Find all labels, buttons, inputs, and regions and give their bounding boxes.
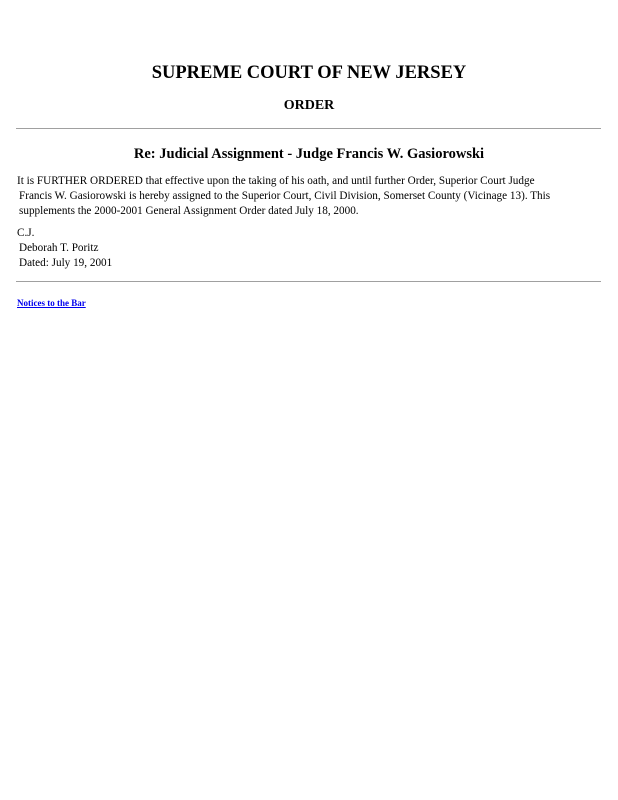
bottom-divider	[16, 281, 601, 282]
page-title: SUPREME COURT OF NEW JERSEY	[151, 63, 467, 83]
signature-name: Deborah T. Poritz	[19, 242, 99, 254]
order-heading: ORDER	[283, 98, 335, 113]
top-divider	[16, 128, 601, 129]
signature-date: Dated: July 19, 2001	[19, 257, 113, 269]
notices-to-the-bar-link[interactable]: Notices to the Bar	[17, 298, 86, 308]
order-body	[17, 174, 607, 219]
signature-title: C.J.	[17, 227, 35, 239]
signature-block	[17, 226, 112, 271]
order-body-line-1: It is FURTHER ORDERED that effective upon the taking of his oath, and until further Order, Superior Court Judge	[17, 175, 535, 187]
order-body-line-2: Francis W. Gasiorowski is hereby assigned to the Superior Court, Civil Division, Somerset County (Vicinage 13). This	[19, 190, 551, 202]
subject-heading: Re: Judicial Assignment - Judge Francis W. Gasiorowski	[133, 146, 485, 162]
order-body-line-3: supplements the 2000-2001 General Assignment Order dated July 18, 2000.	[19, 205, 359, 217]
